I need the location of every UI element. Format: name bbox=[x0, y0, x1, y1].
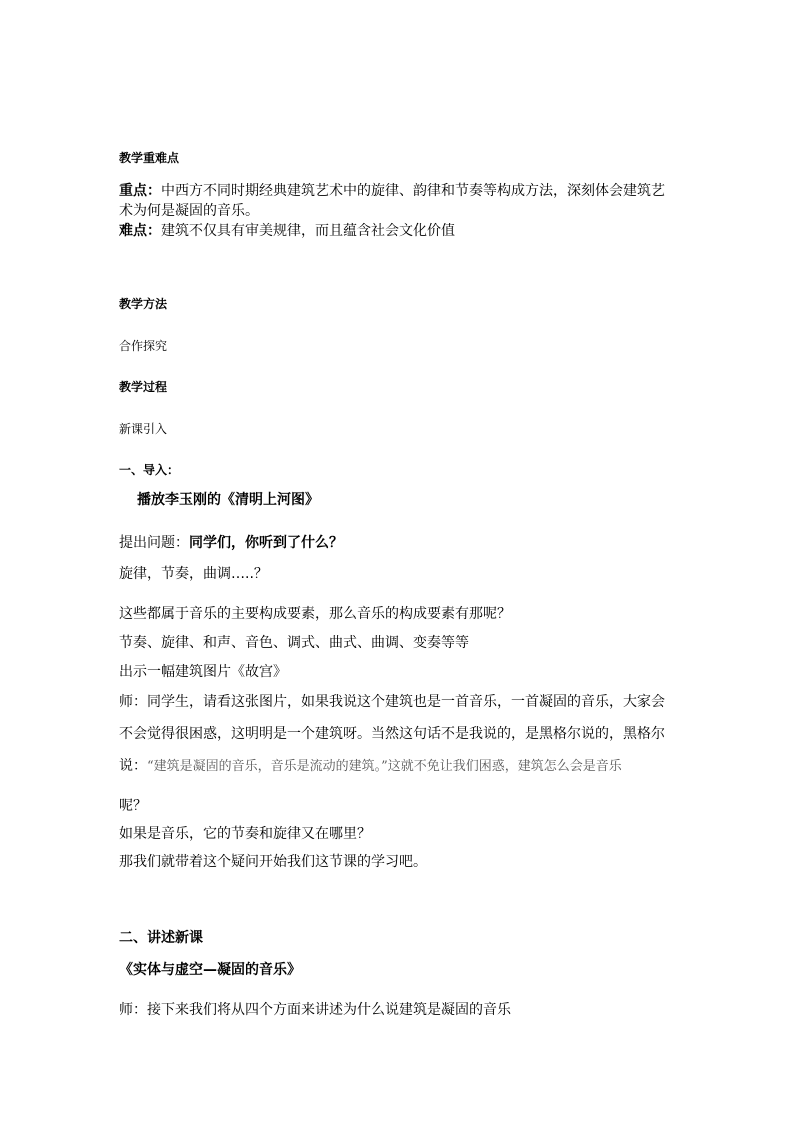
play-text: 播放李玉刚的《清明上河图》 bbox=[137, 492, 319, 508]
teacher-line-3 bbox=[119, 757, 622, 776]
teacher-four-aspects: 师：接下来我们将从四个方面来讲述为什么说建筑是凝固的音乐 bbox=[119, 1002, 511, 1018]
question-line bbox=[119, 534, 343, 552]
key-point-line-1 bbox=[119, 182, 665, 200]
method-heading: 教学方法 bbox=[119, 297, 168, 311]
lead-study: 那我们就带着这个疑问开始我们这节课的学习吧。 bbox=[119, 854, 427, 870]
part2-heading: 二、讲述新课 bbox=[119, 930, 203, 946]
show-picture: 出示一幅建筑图片《故宫》 bbox=[119, 664, 287, 680]
intro-label: 新课引入 bbox=[119, 422, 168, 436]
elements-list: 节奏、旋律、和声、音色、调式、曲式、曲调、变奏等等 bbox=[119, 635, 469, 651]
elements-paragraph: 这些都属于音乐的主要构成要素，那么音乐的构成要素有那呢？ bbox=[119, 606, 511, 622]
teacher-line-3-prefix: 说： bbox=[119, 758, 147, 774]
teacher-line-2: 不会觉得很困惑，这明明是一个建筑呀。当然这句话不是我说的，是黑格尔说的，黑格尔 bbox=[119, 726, 665, 742]
key-points-heading: 教学重难点 bbox=[119, 151, 180, 165]
teacher-line-1: 师：同学生，请看这张图片，如果我说这个建筑也是一首音乐，一首凝固的音乐，大家会 bbox=[119, 694, 665, 710]
hegel-quote: “建筑是凝固的音乐，音乐是流动的建筑。”这就不免让我们困惑，建筑怎么会是音乐 bbox=[147, 759, 622, 774]
lesson-title: 《实体与虚空—凝固的音乐》 bbox=[119, 962, 301, 978]
question-bold: 同学们，你听到了什么？ bbox=[189, 535, 343, 551]
key-point-line-2: 术为何是凝固的音乐。 bbox=[119, 203, 259, 219]
part1-heading: 一、导入： bbox=[119, 463, 180, 477]
method-text: 合作探究 bbox=[119, 339, 168, 353]
rhythm-question: 如果是音乐，它的节奏和旋律又在哪里？ bbox=[119, 826, 371, 842]
difficult-text: 建筑不仅具有审美规律，而且蕴含社会文化价值 bbox=[161, 223, 455, 239]
key-text: 中西方不同时期经典建筑艺术中的旋律、韵律和节奏等构成方法，深刻体会建筑艺 bbox=[161, 183, 665, 199]
process-heading: 教学过程 bbox=[119, 380, 168, 394]
question-prefix: 提出问题： bbox=[119, 535, 189, 551]
key-label: 重点： bbox=[119, 183, 161, 199]
answer-line: 旋律，节奏，曲调…..？ bbox=[119, 566, 268, 582]
difficult-point-line bbox=[119, 222, 455, 240]
difficult-label: 难点： bbox=[119, 223, 161, 239]
teacher-line-4: 呢？ bbox=[119, 798, 147, 814]
